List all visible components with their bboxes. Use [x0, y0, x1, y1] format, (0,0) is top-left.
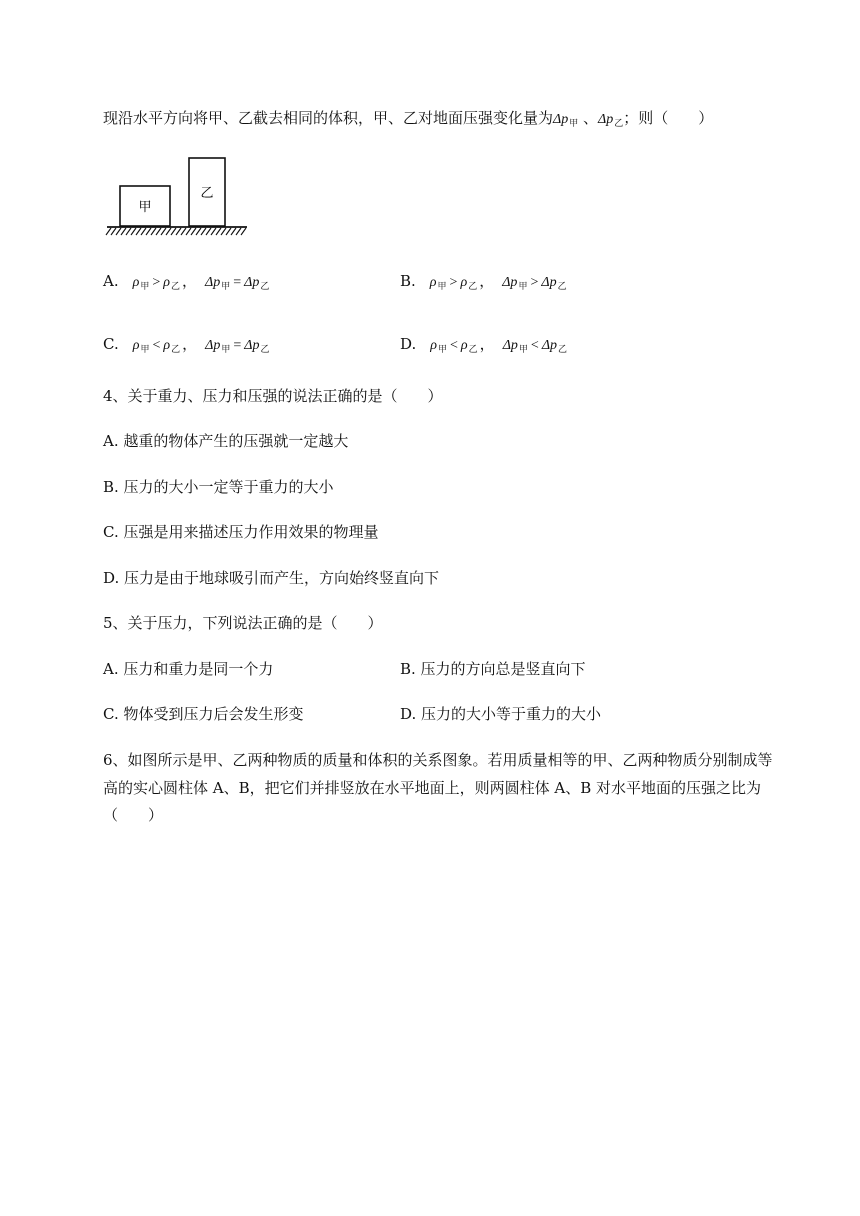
q3-option-c — [103, 333, 270, 360]
q3-option-b — [400, 270, 567, 297]
hatch-stroke — [126, 228, 131, 235]
hatch-stroke — [216, 228, 221, 235]
math-subscript: 乙 — [171, 344, 181, 354]
math-symbol: $\Delta p_乙$ — [541, 275, 567, 291]
hatch-stroke — [151, 228, 156, 235]
hatch-stroke — [231, 228, 236, 235]
block-yi-label: 乙 — [200, 186, 214, 201]
math-subscript: 乙 — [260, 344, 270, 354]
comma: ， — [182, 335, 198, 353]
math-symbol: $\Delta p_甲$ — [205, 338, 231, 354]
math-symbol: $\rho_甲$ — [132, 275, 150, 291]
q4-stem: 4、关于重力、压力和压强的说法正确的是（ ） — [103, 387, 443, 405]
q5-option-b: B. 压力的方向总是竖直向下 — [400, 660, 586, 678]
math-subscript: 甲 — [221, 281, 231, 291]
math-subscript: 乙 — [558, 344, 568, 354]
option-letter: D. — [400, 335, 417, 353]
hatch-stroke — [166, 228, 171, 235]
math-symbol: $\Delta p_甲$ — [502, 338, 528, 354]
math-symbol: $\rho_乙$ — [460, 275, 478, 291]
math-symbol: $\Delta p_甲$ — [502, 275, 528, 291]
q3-stem-text-3: ；则（ ） — [623, 109, 714, 127]
relation: = — [233, 338, 242, 353]
hatch-stroke — [236, 228, 241, 235]
math-symbol: $\rho_乙$ — [163, 338, 181, 354]
math-symbol: $\Delta p_乙$ — [244, 275, 270, 291]
relation: < — [450, 338, 458, 353]
math-symbol: $\Delta p_乙$ — [541, 338, 568, 354]
math-symbol: $\rho_乙$ — [163, 275, 181, 291]
math-symbol: $\rho_甲$ — [430, 338, 448, 354]
hatch-stroke — [161, 228, 166, 235]
relation: = — [233, 275, 242, 290]
q4-option-c: C. 压强是用来描述压力作用效果的物理量 — [103, 523, 379, 541]
option-letter: A. — [103, 272, 119, 290]
hatch-stroke — [131, 228, 136, 235]
hatch-stroke — [226, 228, 231, 235]
q6-line-1: 6、如图所示是甲、乙两种物质的质量和体积的关系图象。若用质量相等的甲、乙两种物质分别制成等 — [103, 751, 773, 769]
option-letter: C. — [103, 335, 119, 353]
q3-stem-text-2: 、 — [578, 109, 599, 127]
relation: < — [152, 338, 161, 353]
q3-stem-text-1: 现沿水平方向将甲、乙截去相同的体积，甲、乙对地面压强变化量为 — [103, 109, 554, 127]
hatch-stroke — [191, 228, 196, 235]
math-subscript: 乙 — [468, 344, 478, 354]
hatch-stroke — [116, 228, 121, 235]
hatch-stroke — [171, 228, 176, 235]
q4-option-b: B. 压力的大小一定等于重力的大小 — [103, 478, 334, 496]
q5-stem: 5、关于压力，下列说法正确的是（ ） — [103, 614, 383, 632]
math-subscript: 乙 — [468, 281, 478, 291]
hatch-stroke — [181, 228, 186, 235]
math-subscript: 甲 — [438, 344, 448, 354]
q3-option-a — [103, 270, 269, 297]
math-subscript: 甲 — [518, 344, 528, 354]
hatch-stroke — [106, 228, 111, 235]
math-subscript: 甲 — [437, 281, 447, 291]
math-subscript: 甲 — [140, 344, 150, 354]
q6-line-3: （ ） — [103, 806, 164, 824]
q6-line-2: 高的实心圆柱体 A、B，把它们并排竖放在水平地面上，则两圆柱体 A、B 对水平地面的压强之比为 — [103, 779, 762, 797]
comma: ， — [479, 272, 495, 290]
hatch-stroke — [141, 228, 146, 235]
math-symbol: $\Delta p_乙$ — [244, 338, 270, 354]
hatch-stroke — [196, 228, 201, 235]
q4-option-a: A. 越重的物体产生的压强就一定越大 — [103, 432, 349, 450]
option-letter: B. — [400, 272, 416, 290]
hatch-stroke — [201, 228, 206, 235]
math-symbol: $\Delta p_甲$ — [205, 275, 231, 291]
math-symbol: $\rho_乙$ — [460, 338, 478, 354]
q3-stem-delta-pb: $\Delta p_乙$ — [598, 112, 624, 128]
relation: < — [530, 338, 539, 353]
q3-figure — [103, 155, 251, 240]
q5-option-d: D. 压力的大小等于重力的大小 — [400, 705, 602, 723]
hatch-stroke — [176, 228, 181, 235]
comma: ， — [479, 335, 495, 353]
math-subscript: 乙 — [260, 281, 270, 291]
hatch-stroke — [186, 228, 191, 235]
hatch-stroke — [221, 228, 226, 235]
math-subscript: 甲 — [221, 344, 231, 354]
hatch-stroke — [206, 228, 211, 235]
math-symbol: $\rho_甲$ — [132, 338, 150, 354]
q3-stem — [103, 107, 713, 134]
math-subscript: 乙 — [171, 281, 181, 291]
q5-option-c: C. 物体受到压力后会发生形变 — [103, 705, 304, 723]
hatch-stroke — [211, 228, 216, 235]
math-symbol: $\rho_甲$ — [429, 275, 447, 291]
ground-hatch — [106, 228, 246, 235]
relation: > — [152, 275, 161, 290]
block-jia-label: 甲 — [138, 200, 152, 215]
q5-option-a: A. 压力和重力是同一个力 — [103, 660, 274, 678]
q3-option-d — [400, 333, 567, 360]
hatch-stroke — [136, 228, 141, 235]
math-subscript: 乙 — [557, 281, 567, 291]
math-subscript: 甲 — [518, 281, 528, 291]
comma: ， — [182, 272, 198, 290]
hatch-stroke — [241, 228, 246, 235]
hatch-stroke — [121, 228, 126, 235]
q4-option-d: D. 压力是由于地球吸引而产生，方向始终竖直向下 — [103, 569, 440, 587]
math-subscript: 甲 — [140, 281, 150, 291]
hatch-stroke — [146, 228, 151, 235]
hatch-stroke — [156, 228, 161, 235]
relation: > — [530, 275, 539, 290]
q3-stem-delta-pa: $\Delta p_甲$ — [553, 112, 579, 128]
relation: > — [449, 275, 458, 290]
hatch-stroke — [111, 228, 116, 235]
